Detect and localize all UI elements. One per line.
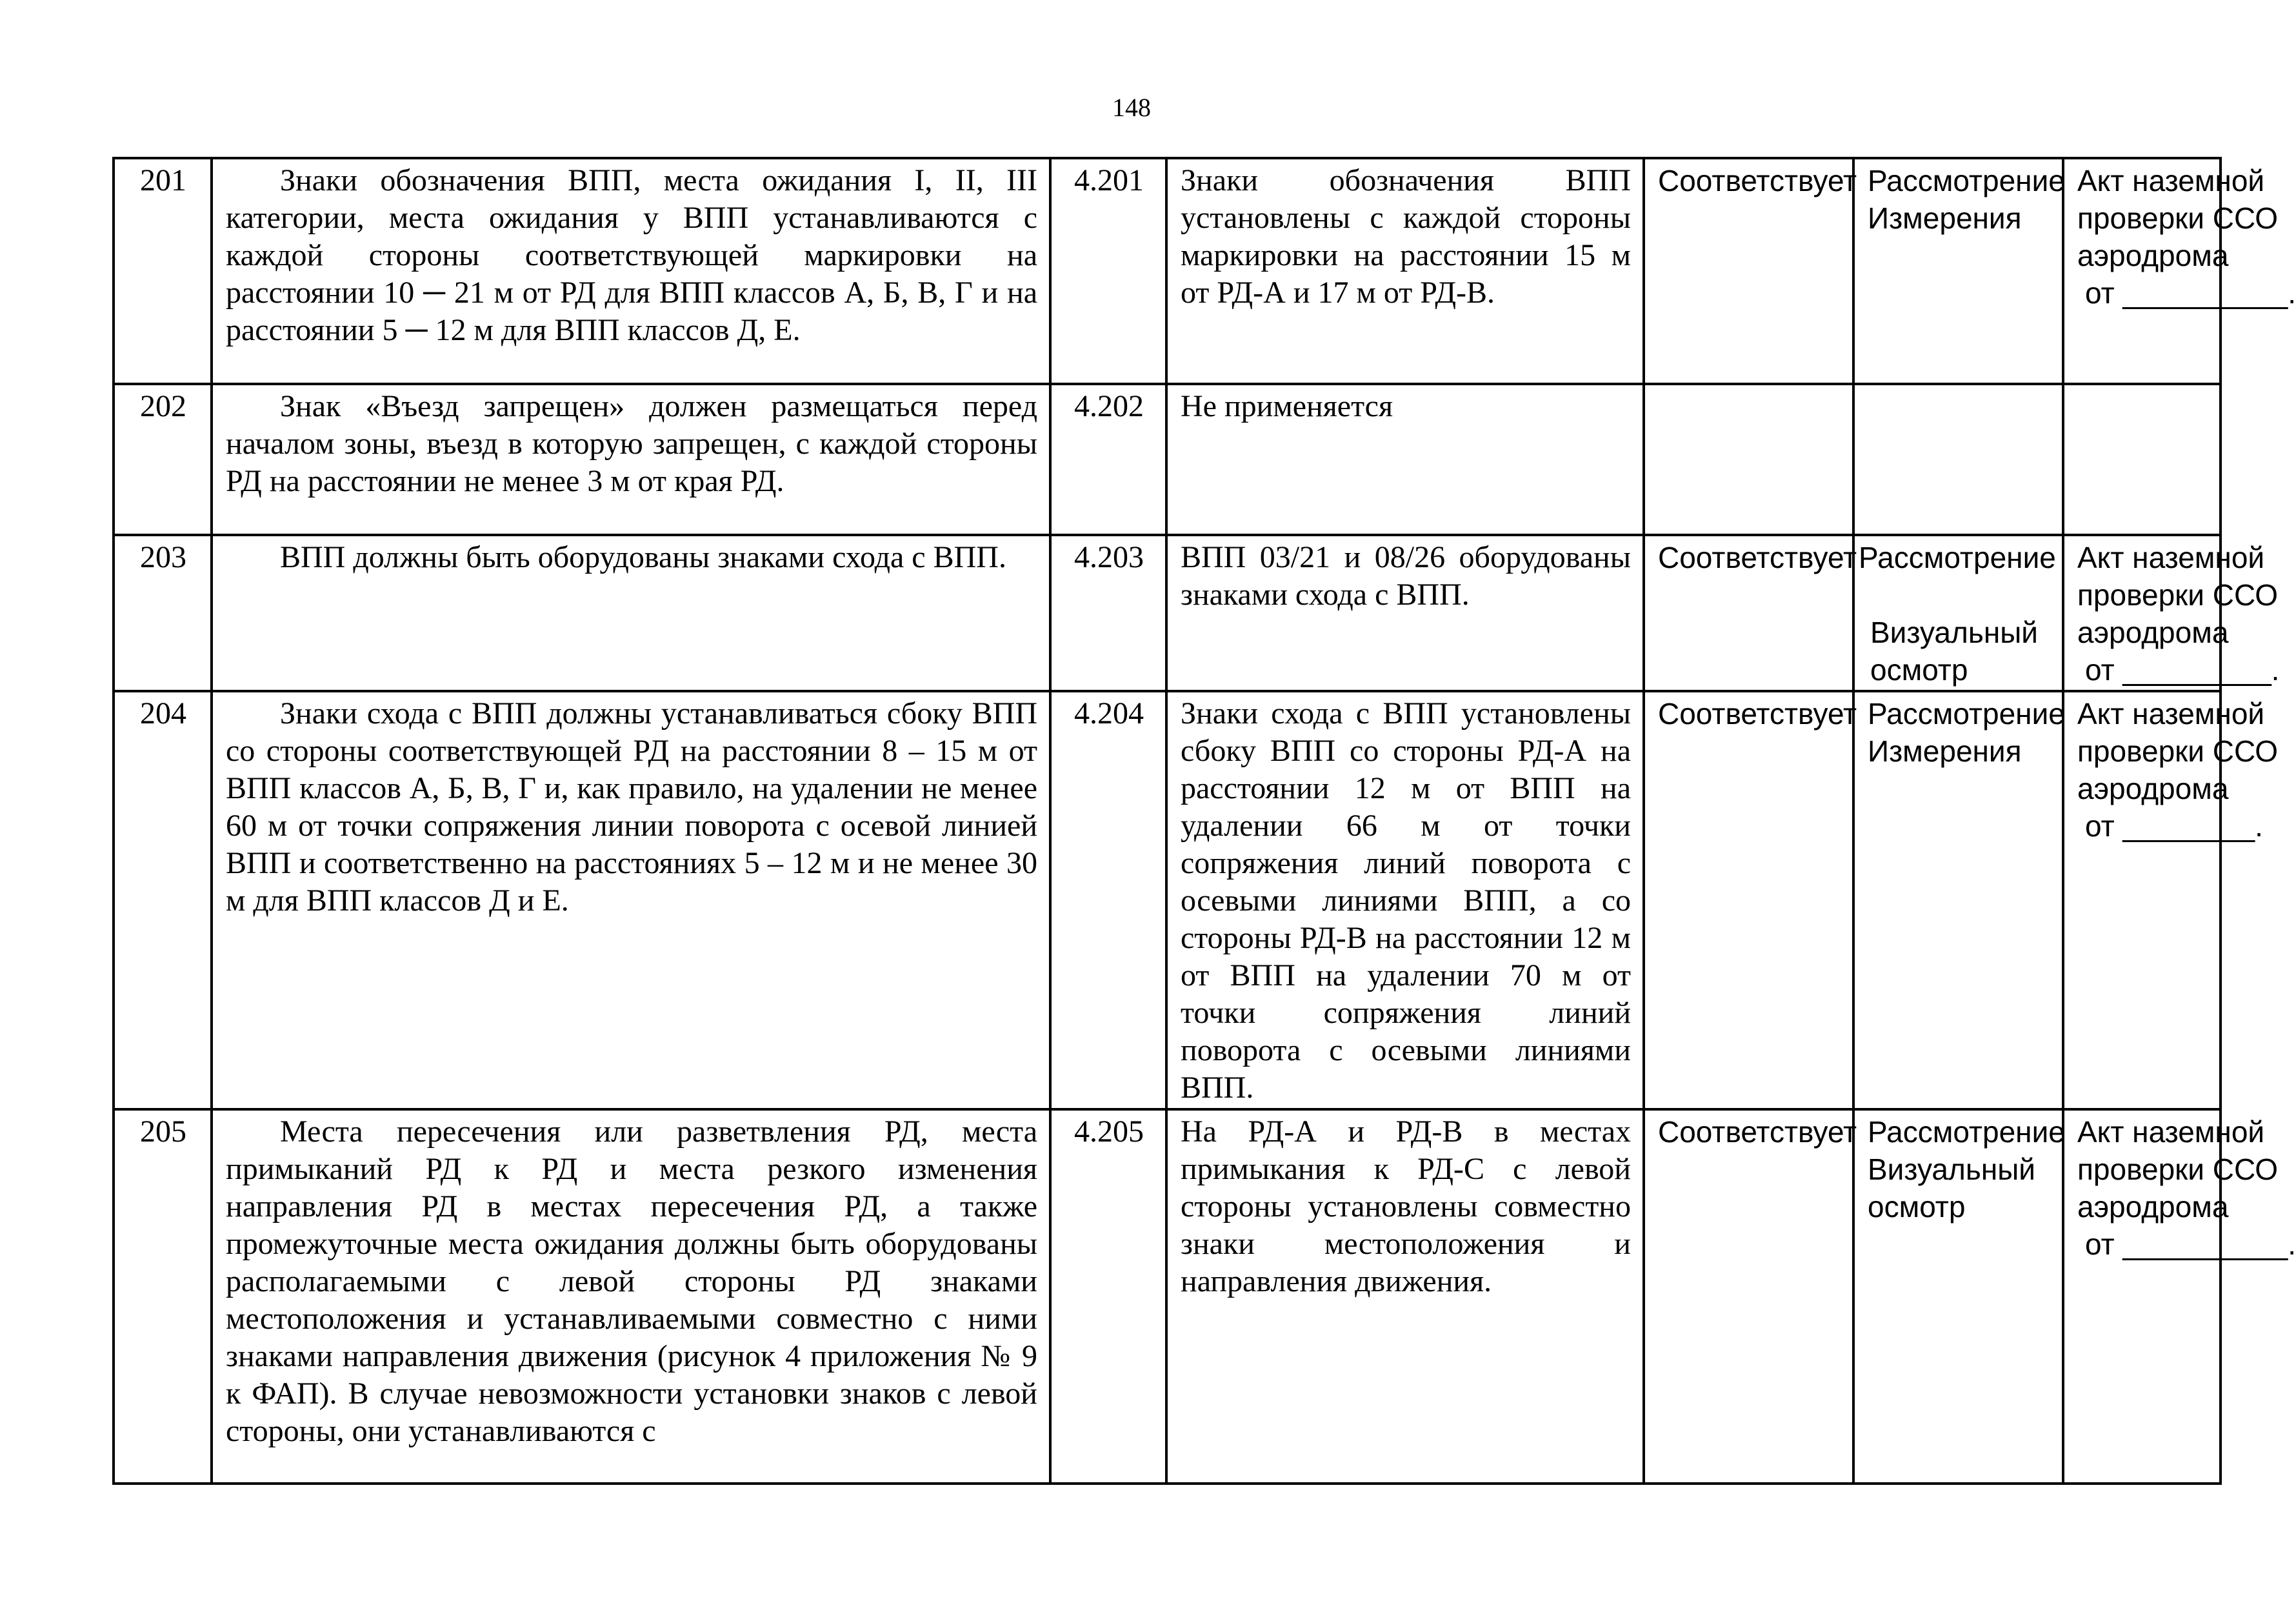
document-cell [2063, 535, 2280, 691]
method-line: Рассмотрение [1868, 697, 2065, 730]
document-line: Акт наземной [2077, 164, 2265, 197]
method-line: осмотр [1868, 1190, 1966, 1223]
conformity-cell: Соответствует [1644, 158, 1853, 384]
response-cell [1166, 691, 1644, 1109]
requirement-text: Знак «Въезд запрещен» должен размещаться перед началом зоны, въезд в которую запрещен, с каждой стороны РД на расстоянии не менее 3 м от края РД. [226, 389, 1037, 498]
conformity-cell: Соответствует [1644, 691, 1853, 1109]
document-cell [2063, 1109, 2296, 1484]
method-line: Измерения [1868, 201, 2022, 235]
response-text: Знаки схода с ВПП установлены сбоку ВПП со стороны РД-А на расстоянии 12 м от ВПП на удалении 66 м от точки сопряжения линий поворота с осевыми линиями ВПП, а со стороны РД-В на расстоянии 12 м от ВПП на удалении 70 м от точки сопряжения линий поворота с осевыми линиями ВПП. [1181, 696, 1631, 1105]
method-line: Рассмотрение [1868, 1115, 2065, 1149]
method-cell [1853, 535, 2063, 691]
document-line: проверки ССО [2077, 1153, 2278, 1186]
reference-cell: 4.205 [1050, 1109, 1166, 1484]
document-line: проверки ССО [2077, 578, 2278, 612]
page-number: 148 [1112, 93, 1151, 122]
table-row [114, 691, 2221, 1109]
response-text: Знаки обозначения ВПП установлены с каждой стороны маркировки на расстоянии 15 м от РД-А и 17 м от РД-В. [1181, 163, 1631, 310]
method-cell [1853, 384, 2063, 535]
document-line: проверки ССО [2077, 734, 2278, 768]
document-line: аэродрома [2077, 616, 2229, 649]
reference-cell: 4.204 [1050, 691, 1166, 1109]
response-cell [1166, 384, 1644, 535]
method-cell [1853, 691, 2063, 1109]
document-line: аэродрома [2077, 239, 2229, 272]
requirement-text: Места пересечения или разветвления РД, места примыканий РД к РД и места резкого изменения направления РД в местах пересечения РД, а также промежуточные места ожидания должны быть оборудованы располагаемыми с левой стороны РД знаками местоположения и устанавливаемыми совместно с ними знаками направления движения (рисунок 4 приложения № 9 к ФАП). В случае невозможности установки знаков с левой стороны, они устанавливаются с [226, 1114, 1037, 1448]
table-row [114, 535, 2221, 691]
method-line: осмотр [1870, 653, 1968, 687]
requirement-cell [212, 691, 1050, 1109]
document-line: Акт наземной [2077, 697, 2265, 730]
reference-cell: 4.202 [1050, 384, 1166, 535]
response-cell [1166, 158, 1644, 384]
requirement-text: ВПП должны быть оборудованы знаками схода с ВПП. [280, 540, 1006, 574]
document-line: аэродрома [2077, 1190, 2229, 1223]
response-cell [1166, 535, 1644, 691]
document-line: Акт наземной [2077, 541, 2265, 574]
row-number: 203 [114, 535, 212, 691]
conformity-cell: Соответствует [1644, 1109, 1853, 1484]
method-cell [1853, 158, 2063, 384]
document-cell [2063, 691, 2278, 1109]
row-number: 202 [114, 384, 212, 535]
document-line: от __________. [2085, 276, 2296, 310]
method-cell [1853, 1109, 2063, 1484]
reference-cell: 4.203 [1050, 535, 1166, 691]
response-text: Не применяется [1181, 389, 1393, 423]
document-cell [2063, 384, 2221, 535]
compliance-table [112, 157, 2296, 1485]
method-line: Рассмотрение [1859, 541, 2056, 574]
table-row [114, 158, 2221, 384]
response-cell [1166, 1109, 1644, 1484]
table-row [114, 1109, 2221, 1484]
document-line: от _________. [2085, 653, 2280, 687]
requirement-cell [212, 1109, 1050, 1484]
requirement-cell [212, 384, 1050, 535]
document-line: от ________. [2085, 809, 2263, 843]
document-line: проверки ССО [2077, 201, 2278, 235]
document-line: от __________. [2085, 1227, 2296, 1261]
method-line: Рассмотрение [1868, 164, 2065, 197]
conformity-cell [1644, 384, 1853, 535]
table-row [114, 384, 2221, 535]
row-number: 201 [114, 158, 212, 384]
document-line: аэродрома [2077, 772, 2229, 805]
reference-cell: 4.201 [1050, 158, 1166, 384]
document-line: Акт наземной [2077, 1115, 2265, 1149]
method-line: Измерения [1868, 734, 2022, 768]
method-line: Визуальный [1868, 1153, 2035, 1186]
requirement-cell [212, 535, 1050, 691]
response-text: На РД-А и РД-В в местах примыкания к РД-С с левой стороны установлены совместно знаки местоположения и направления движения. [1181, 1114, 1631, 1298]
response-text: ВПП 03/21 и 08/26 оборудованы знаками схода с ВПП. [1181, 540, 1631, 612]
requirement-cell [212, 158, 1050, 384]
document-cell [2063, 158, 2296, 384]
conformity-cell: Соответствует [1644, 535, 1853, 691]
requirement-text: Знаки схода с ВПП должны устанавливаться сбоку ВПП со стороны соответствующей РД на расстоянии 8 – 15 м от ВПП классов А, Б, В, Г и, как правило, на удалении не менее 60 м от точки сопряжения линии поворота с осевой линией ВПП и соответственно на расстояниях 5 – 12 м и не менее 30 м для ВПП классов Д и Е. [226, 696, 1037, 918]
requirement-text: Знаки обозначения ВПП, места ожидания I, II, III категории, места ожидания у ВПП устанавливаются с каждой стороны соответствующей маркировки на расстоянии 10 ─ 21 м от РД для ВПП классов А, Б, В, Г и на расстоянии 5 ─ 12 м для ВПП классов Д, Е. [226, 163, 1037, 347]
row-number: 205 [114, 1109, 212, 1484]
row-number: 204 [114, 691, 212, 1109]
method-line: Визуальный [1870, 616, 2038, 649]
